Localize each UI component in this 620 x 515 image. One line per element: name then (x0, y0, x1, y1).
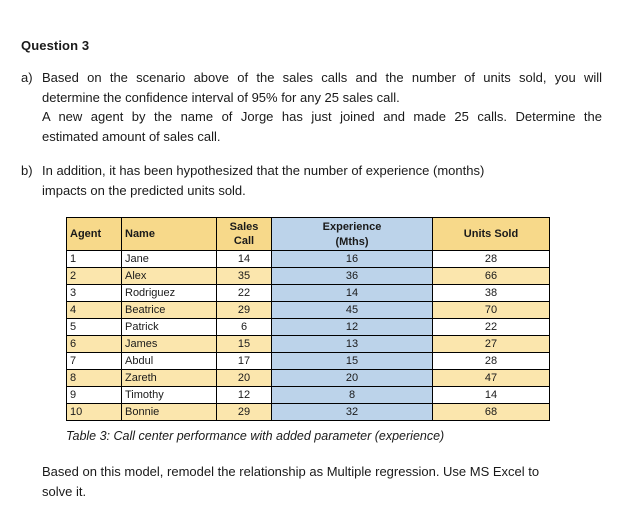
part-a-text (42, 68, 602, 146)
header-experience-line-1: Experience (322, 220, 382, 233)
header-experience (272, 218, 433, 251)
cell-experience: 36 (272, 268, 433, 285)
cell-name: Zareth (122, 370, 217, 387)
table-header-row (67, 218, 550, 251)
table-row (67, 285, 550, 302)
cell-experience: 32 (272, 404, 433, 421)
cell-name: Jane (122, 251, 217, 268)
part-b-text (42, 161, 602, 200)
question-heading: Question 3 (21, 38, 90, 53)
table-row (67, 370, 550, 387)
part-c-line-2: solve it. (42, 483, 87, 499)
cell-experience: 15 (272, 353, 433, 370)
table-row (67, 251, 550, 268)
header-experience-line-2: (Mths) (335, 235, 369, 248)
table-row (67, 404, 550, 421)
cell-units-sold: 27 (433, 336, 550, 353)
cell-name: Timothy (122, 387, 217, 404)
cell-experience: 8 (272, 387, 433, 404)
cell-sales-call: 17 (217, 353, 272, 370)
part-a-line-4: estimated amount of sales call. (42, 128, 221, 144)
cell-experience: 20 (272, 370, 433, 387)
part-b-paragraph (21, 161, 601, 201)
part-a-marker: a) (21, 70, 33, 85)
cell-sales-call: 35 (217, 268, 272, 285)
part-a-line-3: A new agent by the name of Jorge has just joined and made 25 calls. Determine the (42, 109, 602, 124)
cell-sales-call: 29 (217, 302, 272, 319)
cell-experience: 14 (272, 285, 433, 302)
cell-sales-call: 22 (217, 285, 272, 302)
cell-agent: 10 (67, 404, 122, 421)
cell-units-sold: 22 (433, 319, 550, 336)
cell-agent: 3 (67, 285, 122, 302)
cell-agent: 7 (67, 353, 122, 370)
part-a-line-2: determine the confidence interval of 95% for any 25 sales call. (42, 89, 400, 105)
cell-agent: 6 (67, 336, 122, 353)
cell-name: Beatrice (122, 302, 217, 319)
table-row (67, 268, 550, 285)
cell-name: Alex (122, 268, 217, 285)
cell-sales-call: 29 (217, 404, 272, 421)
part-a-line-1: Based on the scenario above of the sales calls and the number of units sold, you will (42, 70, 602, 85)
part-c-line-1: Based on this model, remodel the relationship as Multiple regression. Use MS Excel to (42, 464, 540, 479)
cell-sales-call: 12 (217, 387, 272, 404)
cell-units-sold: 47 (433, 370, 550, 387)
table-row (67, 353, 550, 370)
cell-units-sold: 70 (433, 302, 550, 319)
table-caption: Table 3: Call center performance with added parameter (experience) (66, 429, 445, 443)
cell-sales-call: 14 (217, 251, 272, 268)
table-row (67, 302, 550, 319)
part-b-line-1: In addition, it has been hypothesized that the number of experience (months) (42, 163, 485, 178)
cell-sales-call: 6 (217, 319, 272, 336)
cell-units-sold: 28 (433, 353, 550, 370)
call-center-table (66, 217, 550, 421)
cell-name: Abdul (122, 353, 217, 370)
cell-sales-call: 15 (217, 336, 272, 353)
table-row (67, 319, 550, 336)
part-b-marker: b) (21, 163, 33, 178)
cell-agent: 9 (67, 387, 122, 404)
cell-agent: 1 (67, 251, 122, 268)
cell-experience: 16 (272, 251, 433, 268)
cell-units-sold: 68 (433, 404, 550, 421)
cell-experience: 12 (272, 319, 433, 336)
cell-units-sold: 38 (433, 285, 550, 302)
cell-experience: 45 (272, 302, 433, 319)
header-sales-call: Sales Call (217, 218, 272, 251)
cell-name: James (122, 336, 217, 353)
cell-name: Bonnie (122, 404, 217, 421)
data-table-wrapper (66, 217, 550, 421)
cell-units-sold: 28 (433, 251, 550, 268)
cell-agent: 4 (67, 302, 122, 319)
table-row (67, 387, 550, 404)
header-units-sold: Units Sold (433, 218, 550, 251)
cell-agent: 8 (67, 370, 122, 387)
header-name: Name (122, 218, 217, 251)
cell-units-sold: 14 (433, 387, 550, 404)
part-c-text (42, 462, 582, 501)
cell-experience: 13 (272, 336, 433, 353)
table-row (67, 336, 550, 353)
cell-agent: 5 (67, 319, 122, 336)
part-c-paragraph (42, 462, 582, 502)
cell-agent: 2 (67, 268, 122, 285)
header-agent: Agent (67, 218, 122, 251)
cell-units-sold: 66 (433, 268, 550, 285)
cell-name: Patrick (122, 319, 217, 336)
part-b-line-2: impacts on the predicted units sold. (42, 182, 246, 198)
cell-name: Rodriguez (122, 285, 217, 302)
part-a-paragraph (21, 68, 601, 148)
cell-sales-call: 20 (217, 370, 272, 387)
